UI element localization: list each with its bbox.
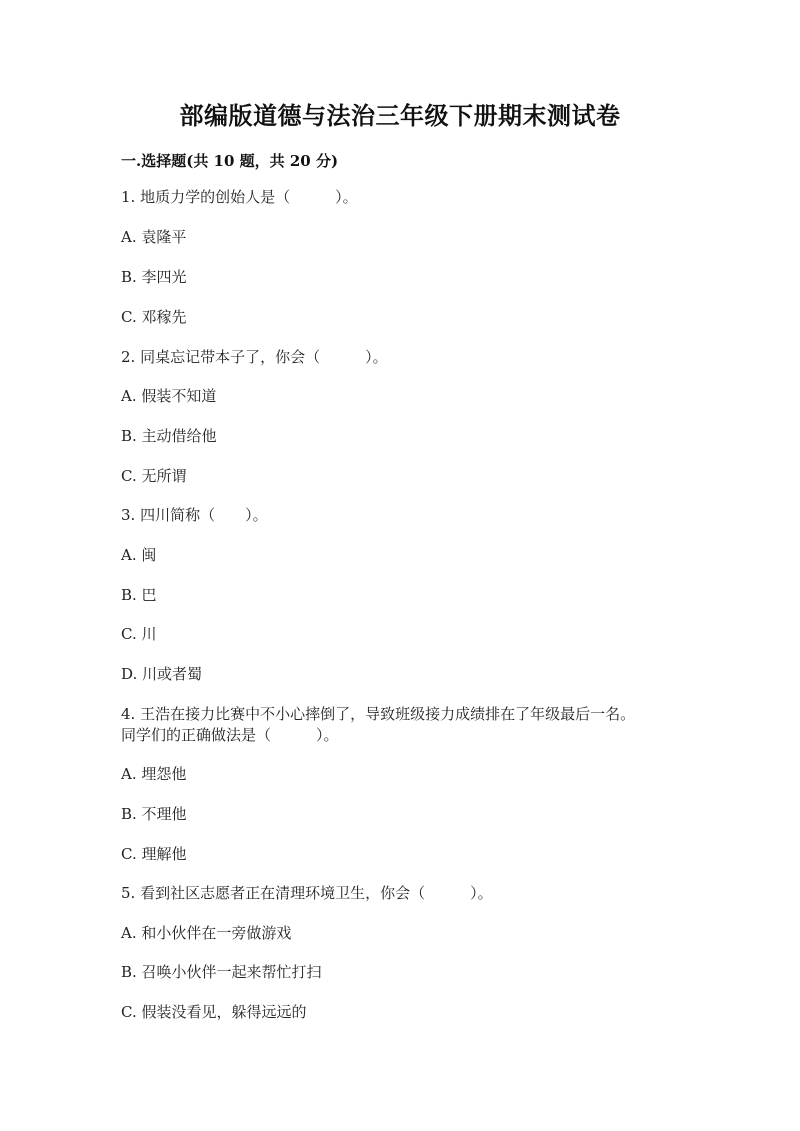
question-3-option-d: D. 川或者蜀 [121,665,203,683]
section-heading: 一.选择题(共 10 题，共 20 分) [121,152,339,170]
question-3-option-b: B. 巴 [121,586,157,604]
question-1-option-b: B. 李四光 [121,268,187,286]
question-4-option-a: A. 埋怨他 [121,765,187,783]
question-1-option-a: A. 袁隆平 [121,228,187,246]
question-3-option-c: C. 川 [121,625,157,643]
question-4-stem-line-2: 同学们的正确做法是（ ）。 [121,726,339,744]
question-5-option-c: C. 假装没看见，躲得远远的 [121,1003,307,1021]
question-5-option-a: A. 和小伙伴在一旁做游戏 [121,924,292,942]
question-2-stem: 2. 同桌忘记带本子了，你会（ ）。 [121,348,388,366]
question-4-option-c: C. 理解他 [121,845,187,863]
question-4-stem-line-1: 4. 王浩在接力比赛中不小心摔倒了，导致班级接力成绩排在了年级最后一名。 [121,705,636,723]
page-title: 部编版道德与法治三年级下册期末测试卷 [179,101,621,130]
question-1-option-c: C. 邓稼先 [121,308,187,326]
question-2-option-a: A. 假装不知道 [121,387,217,405]
question-1-stem: 1. 地质力学的创始人是（ ）。 [121,188,358,206]
question-4-option-b: B. 不理他 [121,805,187,823]
question-2-option-b: B. 主动借给他 [121,427,217,445]
question-2-option-c: C. 无所谓 [121,467,187,485]
question-5-stem: 5. 看到社区志愿者正在清理环境卫生，你会（ ）。 [121,884,493,902]
question-5-option-b: B. 召唤小伙伴一起来帮忙打扫 [121,963,322,981]
question-3-stem: 3. 四川简称（ ）。 [121,506,268,524]
question-3-option-a: A. 闽 [121,546,157,564]
